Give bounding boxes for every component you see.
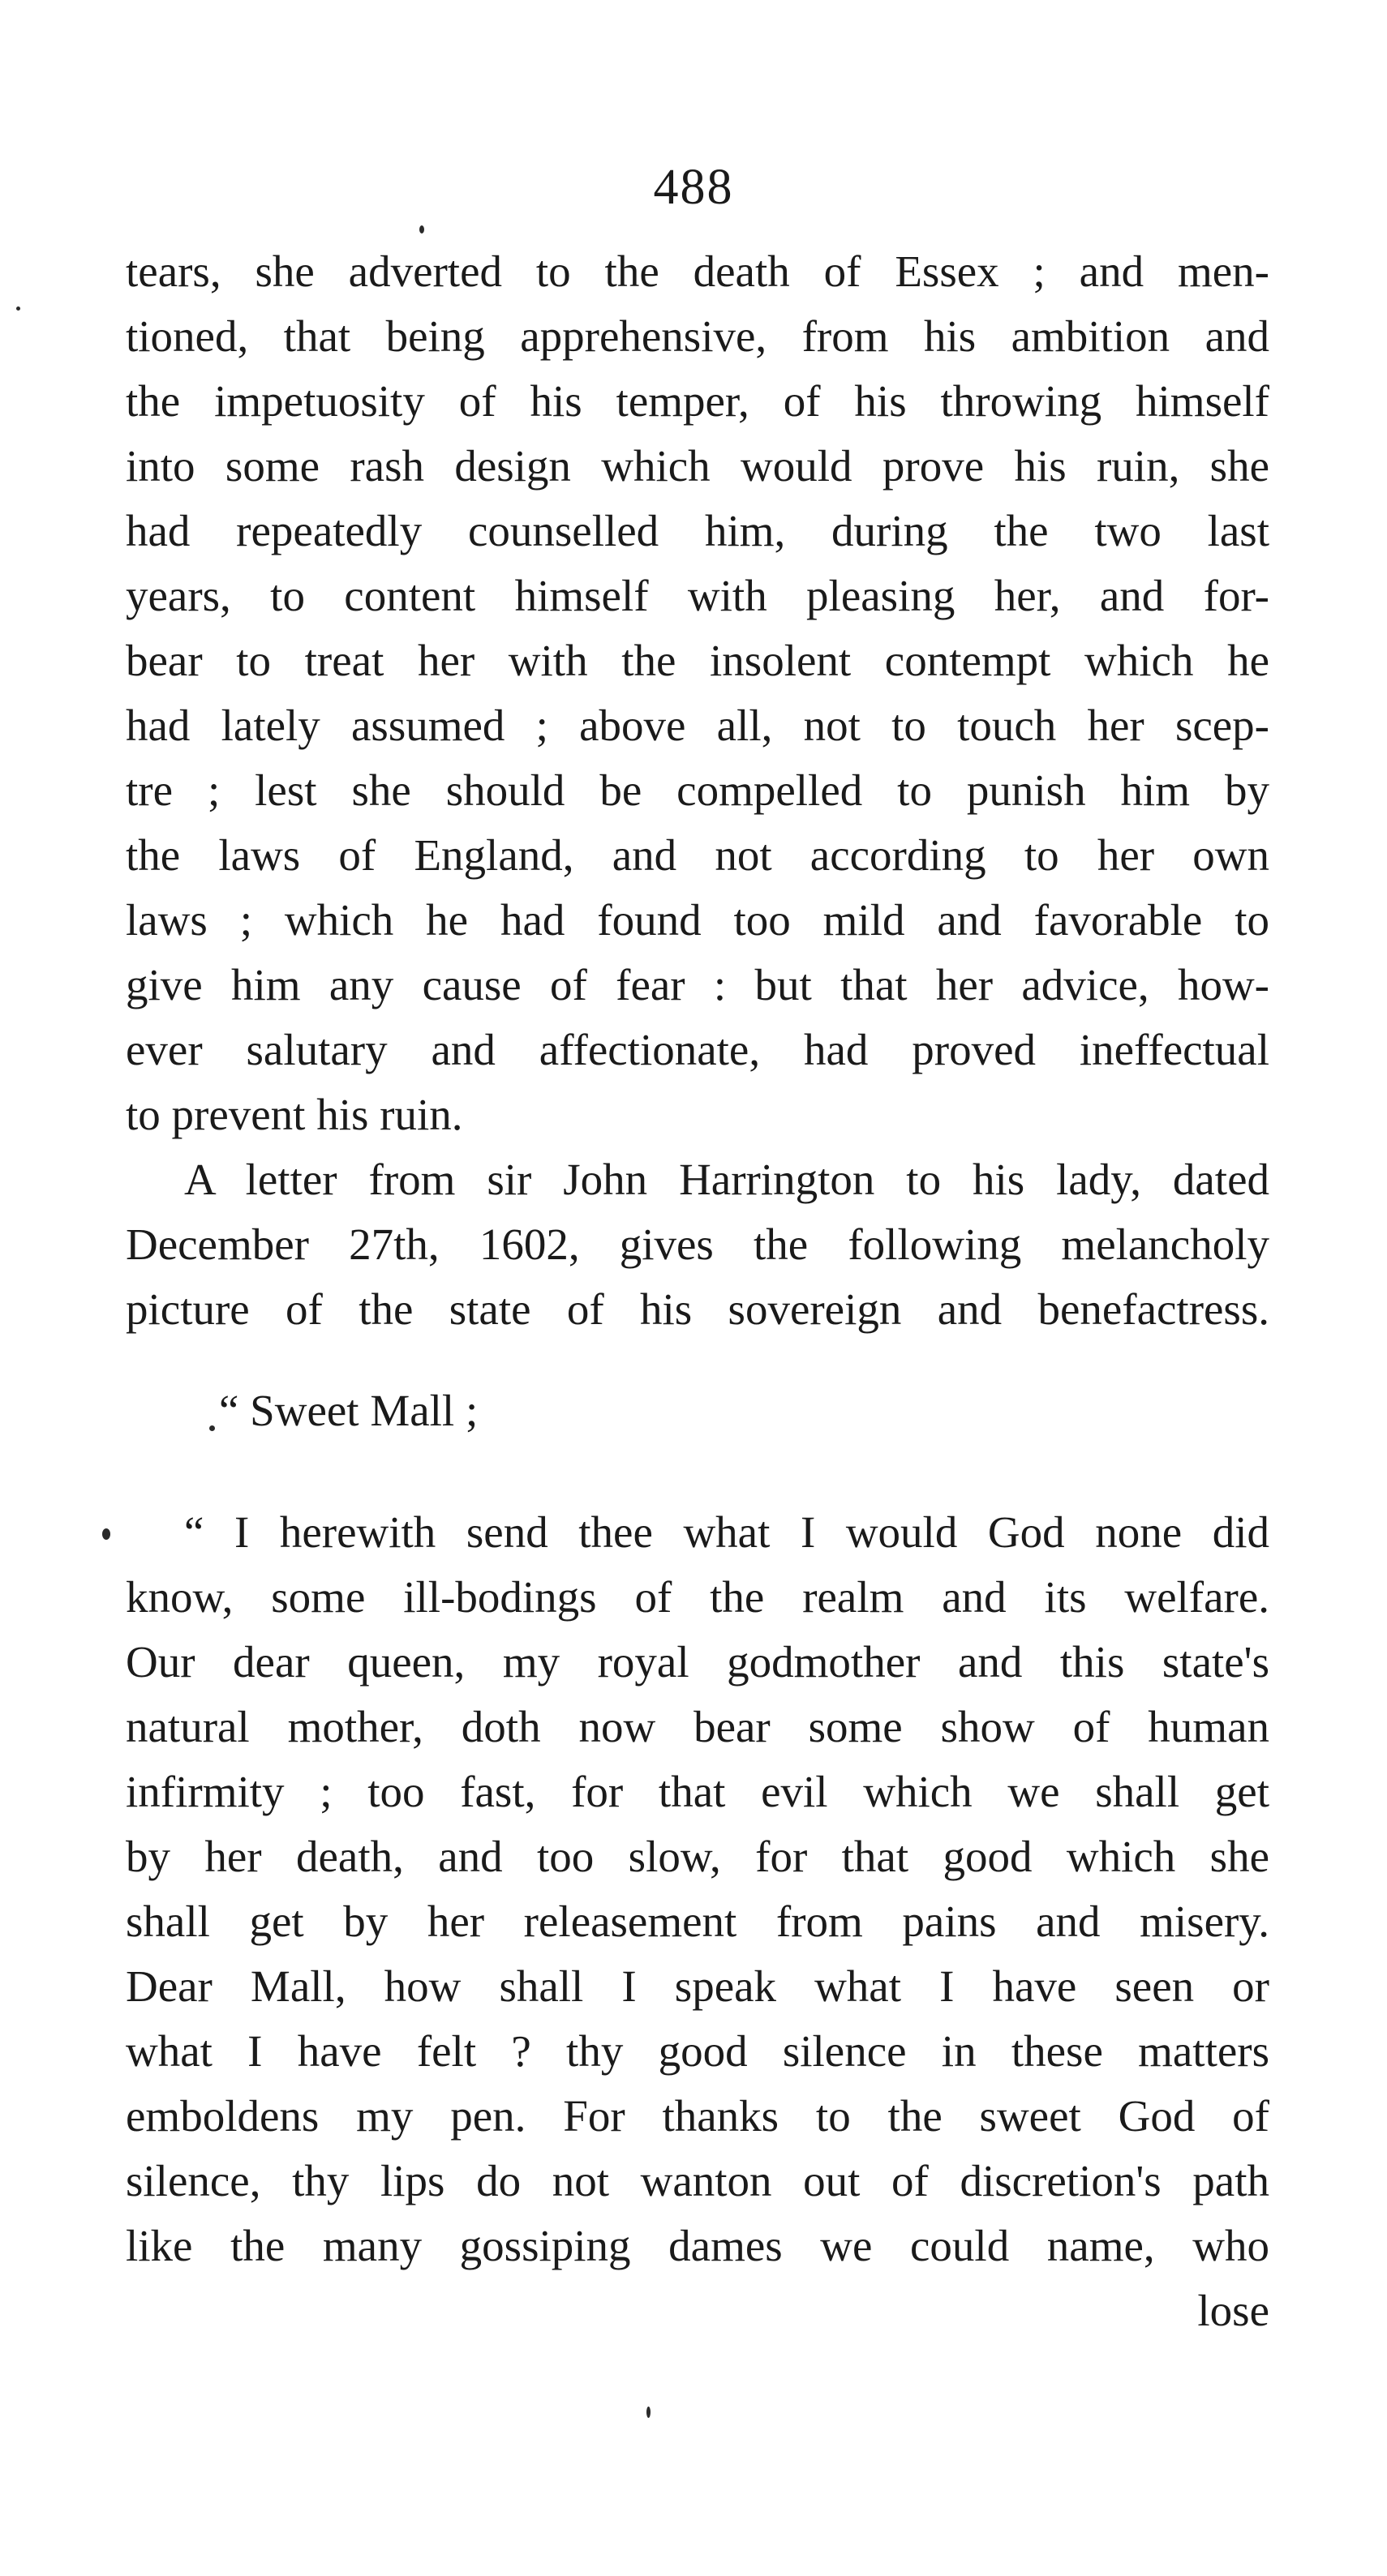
text-line: Our dear queen, my royal godmother and this state's <box>126 1637 1269 1687</box>
text-line: give him any cause of fear : but that her advice, how- <box>126 960 1269 1009</box>
text-line: A letter from sir John Harrington to his lady, dated <box>184 1155 1269 1204</box>
text-line: shall get by her releasement from pains and misery. <box>126 1897 1269 1946</box>
text-line: natural mother, doth now bear some show of human <box>126 1702 1269 1751</box>
text-line: “ I herewith send thee what I would God none did <box>184 1507 1269 1557</box>
letter-body <box>126 1500 1269 2343</box>
text-line: had lately assumed ; above all, not to touch her scep- <box>126 701 1269 750</box>
text-line: infirmity ; too fast, for that evil which we shall get <box>126 1767 1269 1816</box>
text-line: December 27th, 1602, gives the following melancholy <box>126 1219 1269 1269</box>
ink-speck <box>646 2407 651 2418</box>
text-line: silence, thy lips do not wanton out of discretion's path <box>126 2156 1269 2205</box>
page-number: 488 <box>653 160 734 215</box>
text-line: years, to content himself with pleasing her, and for- <box>126 571 1269 620</box>
text-line: like the many gossiping dames we could name, who <box>126 2221 1269 2270</box>
text-line: to prevent his ruin. <box>126 1090 463 1139</box>
text-line: tre ; lest she should be compelled to punish him by <box>126 765 1269 815</box>
text-line: know, some ill-bodings of the realm and its welfare. <box>126 1572 1269 1622</box>
ink-speck <box>102 1528 110 1540</box>
paragraph-harrington-letter-intro <box>126 1147 1269 1342</box>
text-line: tioned, that being apprehensive, from his ambition and <box>126 311 1269 361</box>
letter-salutation: “ Sweet Mall ; <box>219 1386 479 1435</box>
text-line: ever salutary and affectionate, had proved ineffectual <box>126 1025 1269 1074</box>
text-line: the impetuosity of his temper, of his throwing himself <box>126 376 1269 426</box>
text-line: into some rash design which would prove his ruin, she <box>126 441 1269 491</box>
text-line: had repeatedly counselled him, during the two last <box>126 506 1269 555</box>
text-line: laws ; which he had found too mild and favorable to <box>126 895 1269 945</box>
text-line: emboldens my pen. For thanks to the sweet God of <box>126 2091 1269 2141</box>
text-line: picture of the state of his sovereign and benefactress. <box>126 1284 1269 1334</box>
text-line: what I have felt ? thy good silence in these matters <box>126 2026 1269 2076</box>
text-line: by her death, and too slow, for that good which she <box>126 1832 1269 1881</box>
text-line: bear to treat her with the insolent contempt which he <box>126 636 1269 685</box>
ink-speck <box>209 1425 215 1431</box>
text-line: tears, she adverted to the death of Essex ; and men- <box>126 246 1269 296</box>
text-line: the laws of England, and not according to her own <box>126 830 1269 880</box>
ink-speck <box>419 225 424 234</box>
paragraph-essex <box>126 239 1269 1147</box>
ink-speck <box>16 306 20 311</box>
catchword: lose <box>1197 2286 1269 2335</box>
text-line: Dear Mall, how shall I speak what I have seen or <box>126 1961 1269 2011</box>
